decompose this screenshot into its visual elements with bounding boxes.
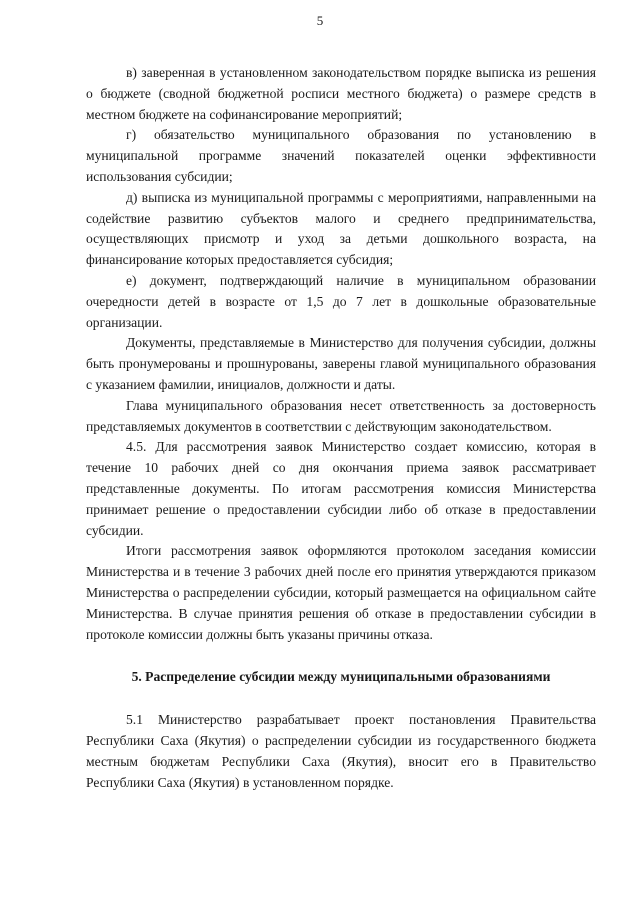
paragraph-review-results: Итоги рассмотрения заявок оформляются протоколом заседания комиссии Министерства и в течение 3 рабочих дней после его принятия утверждаются приказом Министерства о распределении субсидии, который размещается на официальном сайте Министерства. В случае принятия решения об отказе в предоставлении субсидии в протоколе комиссии должны быть указаны причины отказа. bbox=[86, 543, 596, 642]
paragraph-clause-4-5: 4.5. Для рассмотрения заявок Министерство создает комиссию, которая в течение 10 рабочих дней со дня окончания приема заявок рассматривает представленные документы. По итогам рассмотрения комиссия Министерства принимает решение о предоставлении субсидии либо об отказе в предоставлении субсидии. bbox=[86, 439, 596, 538]
paragraph-item-e: е) документ, подтверждающий наличие в муниципальном образовании очередности детей в возрасте от 1,5 до 7 лет в дошкольные образовательные организации. bbox=[86, 272, 596, 330]
paragraph-item-d: д) выписка из муниципальной программы с мероприятиями, направленными на содействие развитию субъектов малого и среднего предпринимательства, осуществляющих присмотр и уход за детьми дошкольного возраста, на финансирование которых предоставляется субсидия; bbox=[86, 189, 596, 268]
paragraph-documents-requirements: Документы, представляемые в Министерство для получения субсидии, должны быть пронумерованы и прошнурованы, заверены главой муниципального образования с указанием фамилии, инициалов, должности и даты. bbox=[86, 335, 596, 392]
paragraph-clause-5-1: 5.1 Министерство разрабатывает проект постановления Правительства Республики Саха (Якутия) о распределении субсидии из государственного бюджета местным бюджетам Республики Саха (Якутия), вносит его в Правительство Республики Саха (Якутия) в установленном порядке. bbox=[86, 712, 596, 790]
page-number: 5 bbox=[316, 13, 324, 28]
section-heading: 5. Распределение субсидии между муниципальными образованиями bbox=[131, 669, 551, 685]
paragraph-head-responsibility: Глава муниципального образования несет ответственность за достоверность представляемых документов в соответствии с действующим законодательством. bbox=[86, 397, 596, 434]
paragraph-item-g: г) обязательство муниципального образования по установлению в муниципальной программе значений показателей оценки эффективности использования субсидии; bbox=[86, 127, 596, 184]
paragraph-item-v: в) заверенная в установленном законодательством порядке выписка из решения о бюджете (сводной бюджетной росписи местного бюджета) о размере средств в местном бюджете на софинансирование мероприятий; bbox=[86, 65, 596, 122]
document-body bbox=[86, 63, 596, 793]
